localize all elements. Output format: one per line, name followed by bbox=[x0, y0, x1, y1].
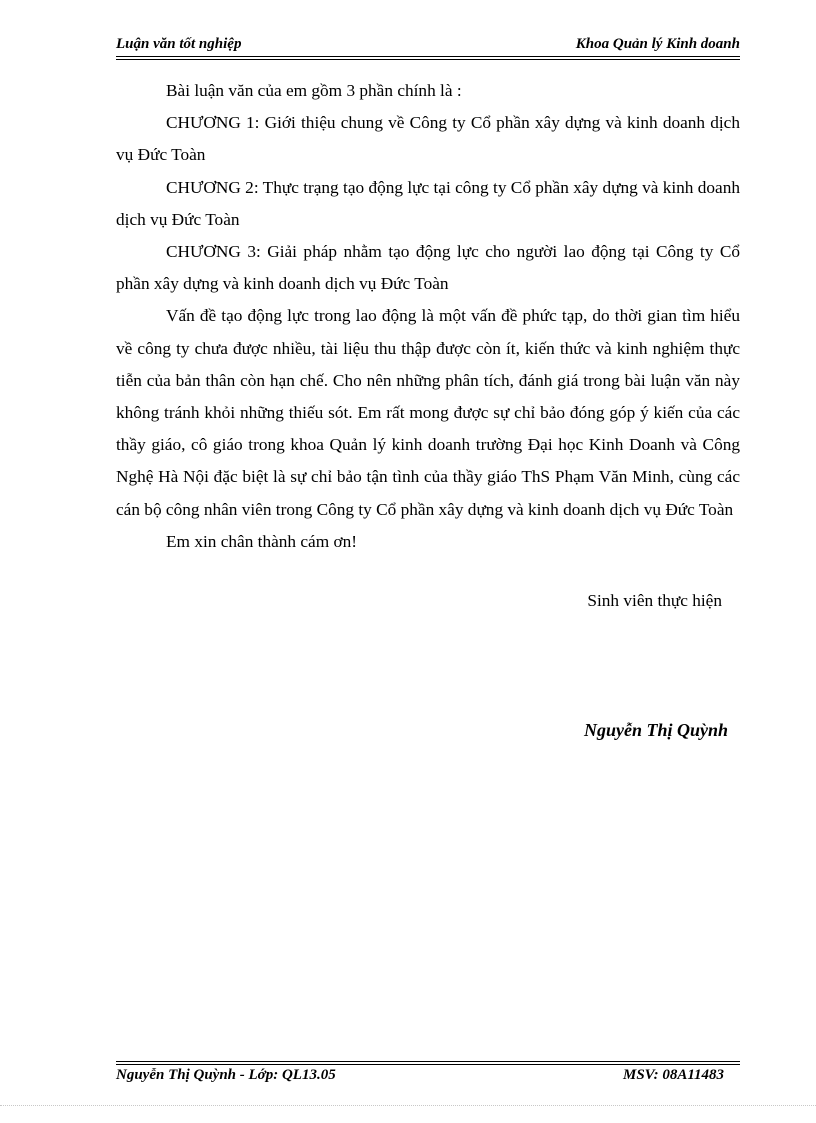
footer-left: Nguyễn Thị Quỳnh - Lớp: QL13.05 bbox=[116, 1067, 336, 1083]
paragraph-chapter-3: CHƯƠNG 3: Giải pháp nhằm tạo động lực cho người lao động tại Công ty Cổ phần xây dựng và kinh doanh dịch vụ Đức Toàn bbox=[116, 242, 740, 294]
signer-name: Nguyễn Thị Quỳnh bbox=[583, 720, 728, 740]
paragraph-thanks: Em xin chân thành cám ơn! bbox=[166, 531, 358, 551]
signer-title: Sinh viên thực hiện bbox=[587, 591, 722, 610]
paragraph-chapter-2: CHƯƠNG 2: Thực trạng tạo động lực tại công ty Cổ phần xây dựng và kinh doanh dịch vụ Đức Toàn bbox=[116, 177, 740, 229]
paragraph-chapter-1: CHƯƠNG 1: Giới thiệu chung về Công ty Cổ phần xây dựng và kinh doanh dịch vụ Đức Toàn bbox=[116, 113, 740, 165]
footer-right: MSV: 08A11483 bbox=[623, 1067, 724, 1083]
page-header bbox=[116, 36, 740, 57]
header-left: Luận văn tốt nghiệp bbox=[116, 36, 242, 52]
paragraph-intro: Bài luận văn của em gồm 3 phần chính là : bbox=[166, 81, 462, 100]
page-footer bbox=[116, 1061, 740, 1084]
document-body bbox=[116, 75, 740, 558]
page-edge-divider bbox=[0, 1105, 816, 1106]
header-right: Khoa Quản lý Kinh doanh bbox=[575, 36, 740, 52]
paragraph-main: Vấn đề tạo động lực trong lao động là một vấn đề phức tạp, do thời gian tìm hiểu về công ty chưa được nhiều, tài liệu thu thập được còn ít, kiến thức và kinh nghiệm thực tiễn của bản thân còn hạn chế. Cho nên những phân tích, đánh giá trong bài luận văn này không tránh khỏi những thiếu sót. Em rất mong được sự chỉ bảo đóng góp ý kiến của các thầy giáo, cô giáo trong khoa Quản lý kinh doanh trường Đại học Kinh Doanh và Công Nghệ Hà Nội đặc biệt là sự chỉ bảo tận tình của thầy giáo ThS Phạm Văn Minh, cùng các cán bộ công nhân viên trong Công ty Cổ phần xây dựng và kinh doanh dịch vụ Đức Toàn bbox=[116, 306, 740, 519]
